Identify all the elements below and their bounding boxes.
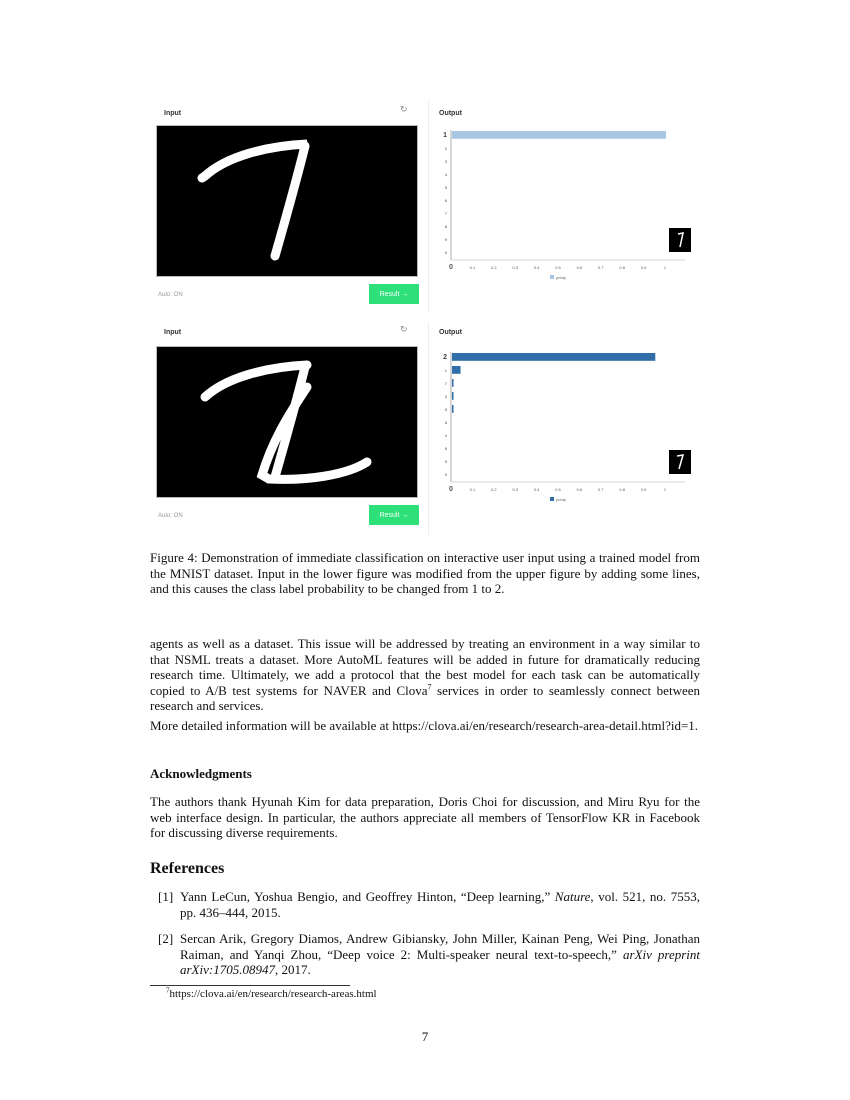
output-bar-chart: [435, 344, 697, 504]
reference-text: Yann LeCun, Yoshua Bengio, and Geoffrey Hinton, “Deep learning,”: [180, 889, 555, 904]
footnote: [166, 988, 377, 1000]
legend-swatch: [550, 275, 554, 279]
footnote-rule: [150, 985, 350, 986]
category-label: 1: [444, 368, 447, 374]
lower-output-panel: [428, 322, 701, 535]
x-tick-label: 0.6: [576, 487, 583, 492]
category-label: 5: [444, 185, 447, 191]
reference-number: [1]: [158, 889, 174, 904]
reference-text: Sercan Arik, Gregory Diamos, Andrew Gibiansky, John Miller, Kainan Peng, Wei Ping, Jonathan Raiman, and Yanqi Zhou, “Deep voice 2: Multi-speaker neural text-to-speech,”: [180, 931, 700, 962]
category-label: 1: [443, 132, 447, 140]
output-label: Output: [439, 329, 462, 336]
drawing-canvas[interactable]: [156, 125, 418, 277]
drawn-digit-two: [157, 347, 417, 497]
category-label: 2: [444, 146, 447, 152]
drawing-canvas[interactable]: [156, 346, 418, 498]
acknowledgments-heading: Acknowledgments: [150, 766, 252, 781]
reference-venue: Nature: [554, 889, 591, 904]
legend-label: predy: [556, 275, 567, 280]
category-label: 8: [444, 446, 447, 452]
x-tick-label: 0.7: [598, 265, 604, 270]
output-bar-chart: [435, 122, 697, 282]
result-button[interactable]: Result →: [369, 505, 419, 525]
category-label: 5: [444, 407, 447, 413]
x-tick-label: 0.2: [491, 265, 497, 270]
reference-venue: arXiv preprint arXiv:1705.08947: [180, 946, 700, 977]
x-tick-label: 0.9: [640, 487, 647, 492]
thumbnail-digit: [669, 228, 691, 252]
paragraph-more-info: More detailed information will be available at https://clova.ai/en/research/research-area-detail.html?id=1.: [150, 718, 699, 733]
page-number: 7: [421, 1029, 429, 1044]
x-tick-label: 0.5: [555, 487, 561, 492]
x-tick-label: 0.9: [640, 265, 647, 270]
drawn-digit-seven: [157, 126, 417, 276]
reference-text: , vol. 521, no. 7553, pp. 436–444, 2015.: [180, 889, 700, 920]
category-label: 0: [444, 472, 447, 478]
footnote-ref: 7: [427, 682, 432, 692]
x-tick-label: 0.6: [576, 265, 583, 270]
reference-item: [150, 931, 700, 978]
x-tick-label: 0.2: [491, 487, 497, 492]
bar-2: [452, 353, 655, 361]
references-heading: References: [150, 860, 225, 877]
x-tick-label: 0.5: [555, 265, 561, 270]
footnote-url: https://clova.ai/en/research/research-areas.html: [169, 988, 377, 1000]
bar-5: [452, 405, 454, 413]
output-label: Output: [439, 110, 462, 117]
category-label: 0: [444, 250, 447, 256]
x-tick-label: 0: [449, 486, 453, 493]
upper-output-panel: [428, 100, 701, 313]
input-label: Input: [164, 110, 182, 117]
x-tick-label: 1: [663, 265, 667, 270]
refresh-icon[interactable]: ↻: [400, 325, 408, 335]
category-label: 8: [444, 224, 447, 230]
x-tick-label: 0.1: [469, 265, 476, 270]
category-label: 6: [444, 198, 447, 204]
x-tick-label: 1: [663, 487, 667, 492]
category-label: 2: [443, 354, 447, 362]
paragraph-text: agents as well as a dataset. This issue will be addressed by treating an environment in a way similar to that NSML treats a dataset. More AutoML features will be added in future for dramatically reducing research time. Ultimately, we add a protocol that the best model for each task can be automatically copied to A/B test systems for NAVER and Clova: [150, 636, 700, 698]
bar-3: [452, 392, 454, 400]
input-label: Input: [164, 329, 182, 336]
category-label: 4: [444, 172, 447, 178]
reference-text: , 2017.: [274, 962, 311, 977]
reference-item: [150, 889, 700, 920]
thumbnail-digit: [669, 450, 691, 474]
footnote-number: 7: [166, 986, 170, 995]
category-label: 4: [444, 433, 447, 439]
x-tick-label: 0: [449, 264, 453, 271]
figure-caption: Figure 4: Demonstration of immediate classification on interactive user input using a trained model from the MNIST dataset. Input in the lower figure was modified from the upper figure by adding some lines, and this causes the class label probability to be changed from 1 to 2.: [150, 550, 700, 596]
acknowledgments-text: The authors thank Hyunah Kim for data preparation, Doris Choi for discussion, and Miru Ryu for the web interface design. In particular, the authors appreciate all members of TensorFlow KR in Facebook for discussing diverse requirements.: [150, 794, 700, 840]
bar-7: [452, 379, 454, 387]
x-tick-label: 0.7: [598, 487, 604, 492]
upper-input-panel: [150, 100, 425, 313]
auto-toggle[interactable]: Auto: ON: [158, 292, 183, 298]
category-label: 3: [444, 159, 447, 165]
auto-toggle[interactable]: Auto: ON: [158, 513, 183, 519]
x-tick-label: 0.1: [469, 487, 476, 492]
paragraph-text: services in order to seamlessly connect between research and services.: [150, 682, 700, 713]
refresh-icon[interactable]: ↻: [400, 105, 408, 115]
x-tick-label: 0.4: [533, 487, 540, 492]
x-tick-label: 0.3: [512, 487, 518, 492]
bar-1: [452, 366, 461, 374]
category-label: 9: [444, 459, 447, 465]
category-label: 3: [444, 394, 447, 400]
paragraph-automl: [150, 636, 700, 714]
legend-label: predy: [556, 497, 567, 502]
result-button[interactable]: Result →: [369, 284, 419, 304]
bar-1: [452, 131, 666, 139]
legend-swatch: [550, 497, 554, 501]
category-label: 7: [444, 381, 447, 387]
x-tick-label: 0.8: [619, 487, 625, 492]
category-label: 6: [444, 420, 447, 426]
x-tick-label: 0.3: [512, 265, 518, 270]
lower-input-panel: [150, 322, 425, 535]
reference-number: [2]: [158, 931, 174, 946]
x-tick-label: 0.4: [533, 265, 540, 270]
category-label: 7: [444, 211, 447, 217]
x-tick-label: 0.8: [619, 265, 625, 270]
category-label: 9: [444, 237, 447, 243]
